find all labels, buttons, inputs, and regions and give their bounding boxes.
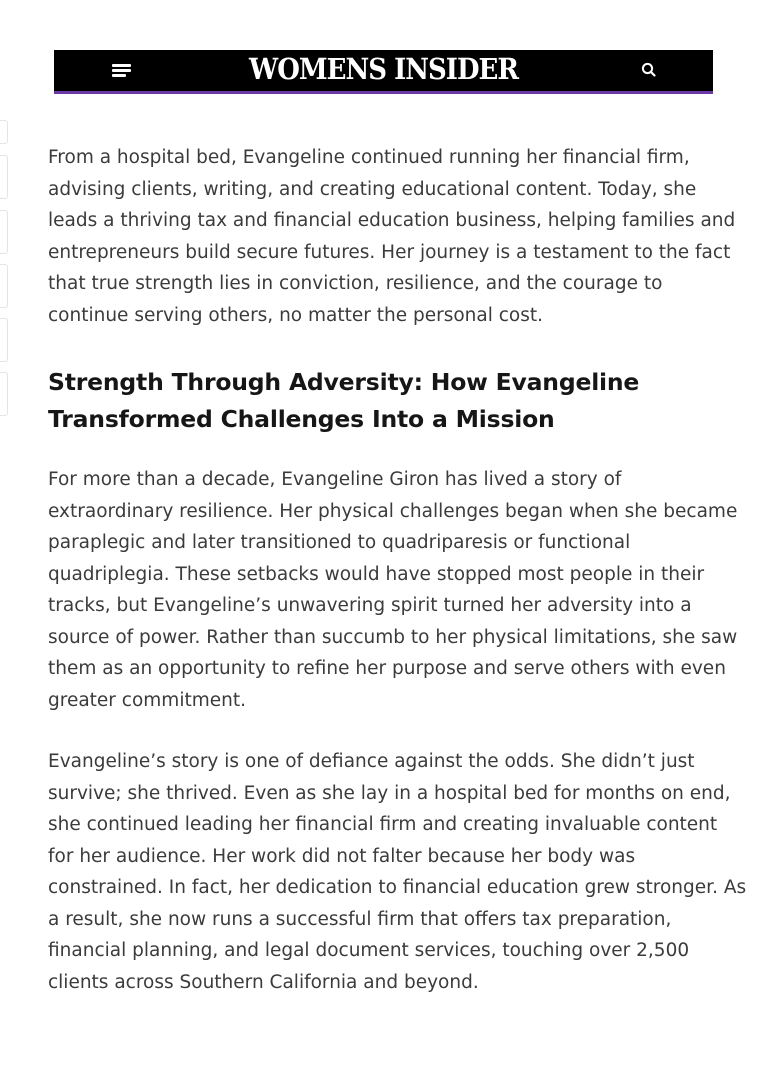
article-paragraph: Evangeline’s story is one of defiance against the odds. She didn’t just survive; she thrived. Even as she lay in a hospital bed for months on end, she continued leading her financial firm and creating invaluable content for her audience. Her work did not falter because her body was constrained. In fact, her dedication to financial education grew stronger. As a result, she now runs a successful firm that offers tax preparation, financial planning, and legal document services, touching over 2,500 clients across Southern California and beyond. <box>48 751 747 993</box>
site-logo[interactable]: WOMENS INSIDER <box>249 53 518 87</box>
hamburger-menu-icon[interactable] <box>110 60 132 80</box>
share-button[interactable] <box>0 372 8 416</box>
section-heading: Strength Through Adversity: How Evangeline Transformed Challenges Into a Mission <box>48 368 640 433</box>
share-button[interactable] <box>0 120 8 144</box>
share-button[interactable] <box>0 318 8 362</box>
article-paragraph: For more than a decade, Evangeline Giron has lived a story of extraordinary resilience. Her physical challenges began when she became paraplegic and later transitioned to quadriparesis or functional quadriplegia. These setbacks would have stopped most people in their tracks, but Evangeline’s unwavering spirit turned her adversity into a source of power. Rather than succumb to her physical limitations, she saw them as an opportunity to refine her purpose and serve others with even greater commitment. <box>48 469 738 711</box>
site-header <box>54 50 713 94</box>
share-button[interactable] <box>0 264 8 308</box>
share-button[interactable] <box>0 155 8 199</box>
search-icon[interactable] <box>638 59 660 81</box>
share-button[interactable] <box>0 210 8 254</box>
intro-paragraph: From a hospital bed, Evangeline continued running her financial firm, advising clients, writing, and creating educational content. Today, she leads a thriving tax and financial education business, helping families and entrepreneurs build secure futures. Her journey is a testament to the fact that true strength lies in conviction, resilience, and the courage to continue serving others, no matter the personal cost. <box>48 147 736 326</box>
article-body <box>48 142 748 998</box>
